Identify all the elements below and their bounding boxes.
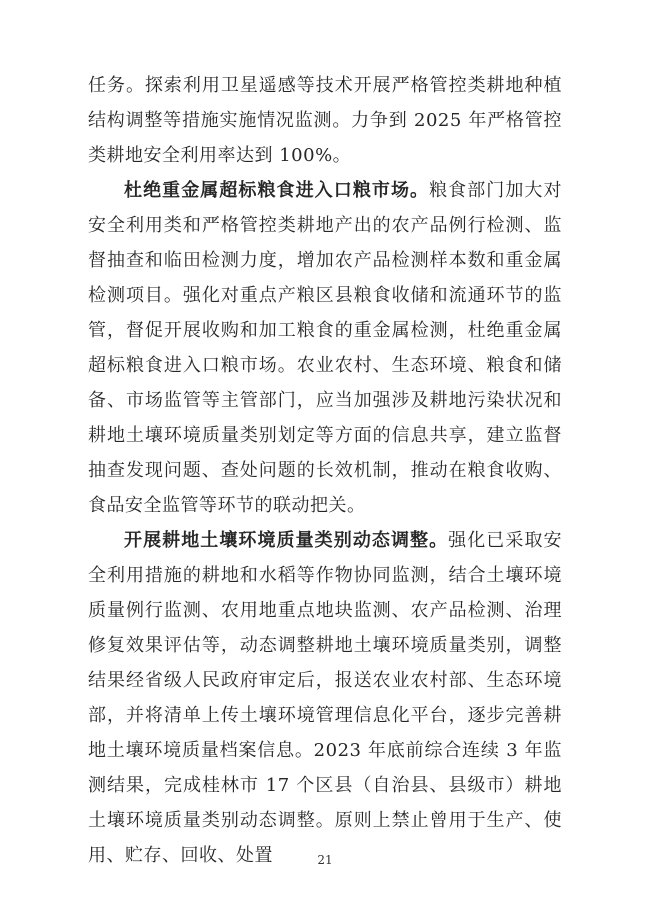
paragraph-soil-quality-adjust [88, 523, 562, 873]
page-number: 21 [317, 853, 333, 867]
paragraph-lead: 杜绝重金属超标粮食进入口粮市场。 [124, 180, 430, 201]
document-body [88, 68, 562, 873]
paragraph-lead: 开展耕地土壤环境质量类别动态调整。 [124, 530, 449, 551]
paragraph-text: 粮食部门加大对安全利用类和严格管控类耕地产出的农产品例行检测、监督抽查和临田检测力度，增加农产品检测样本数和重金属检测项目。强化对重点产粮区县粮食收储和流通环节的监管，督促开展收购和加工粮食的重金属检测，杜绝重金属超标粮食进入口粮市场。农业农村、生态环境、粮食和储备、市场监管等主管部门，应当加强涉及耕地污染状况和耕地土壤环境质量类别划定等方面的信息共享，建立监督抽查发现问题、查处问题的长效机制，推动在粮食收购、食品安全监管等环节的联动把关。 [88, 180, 563, 516]
paragraph-text: 任务。探索利用卫星遥感等技术开展严格管控类耕地种植结构调整等措施实施情况监测。力争到 2025 年严格管控类耕地安全利用率达到 100%。 [88, 75, 562, 166]
paragraph-grain-market [88, 173, 562, 523]
paragraph-text: 强化已采取安全利用措施的耕地和水稻等作物协同监测，结合土壤环境质量例行监测、农用地重点地块监测、农产品检测、治理修复效果评估等，动态调整耕地土壤环境质量类别，调整结果经省级人民政府审定后，报送农业农村部、生态环境部，并将清单上传土壤环境管理信息化平台，逐步完善耕地土壤环境质量档案信息。2023 年底前综合连续 3 年监测结果，完成桂林市 17 个区县（自治县、县级市）耕地土壤环境质量类别动态调整。原则上禁止曾用于生产、使用、贮存、回收、处置 [88, 530, 563, 866]
paragraph-continuation [88, 68, 562, 173]
